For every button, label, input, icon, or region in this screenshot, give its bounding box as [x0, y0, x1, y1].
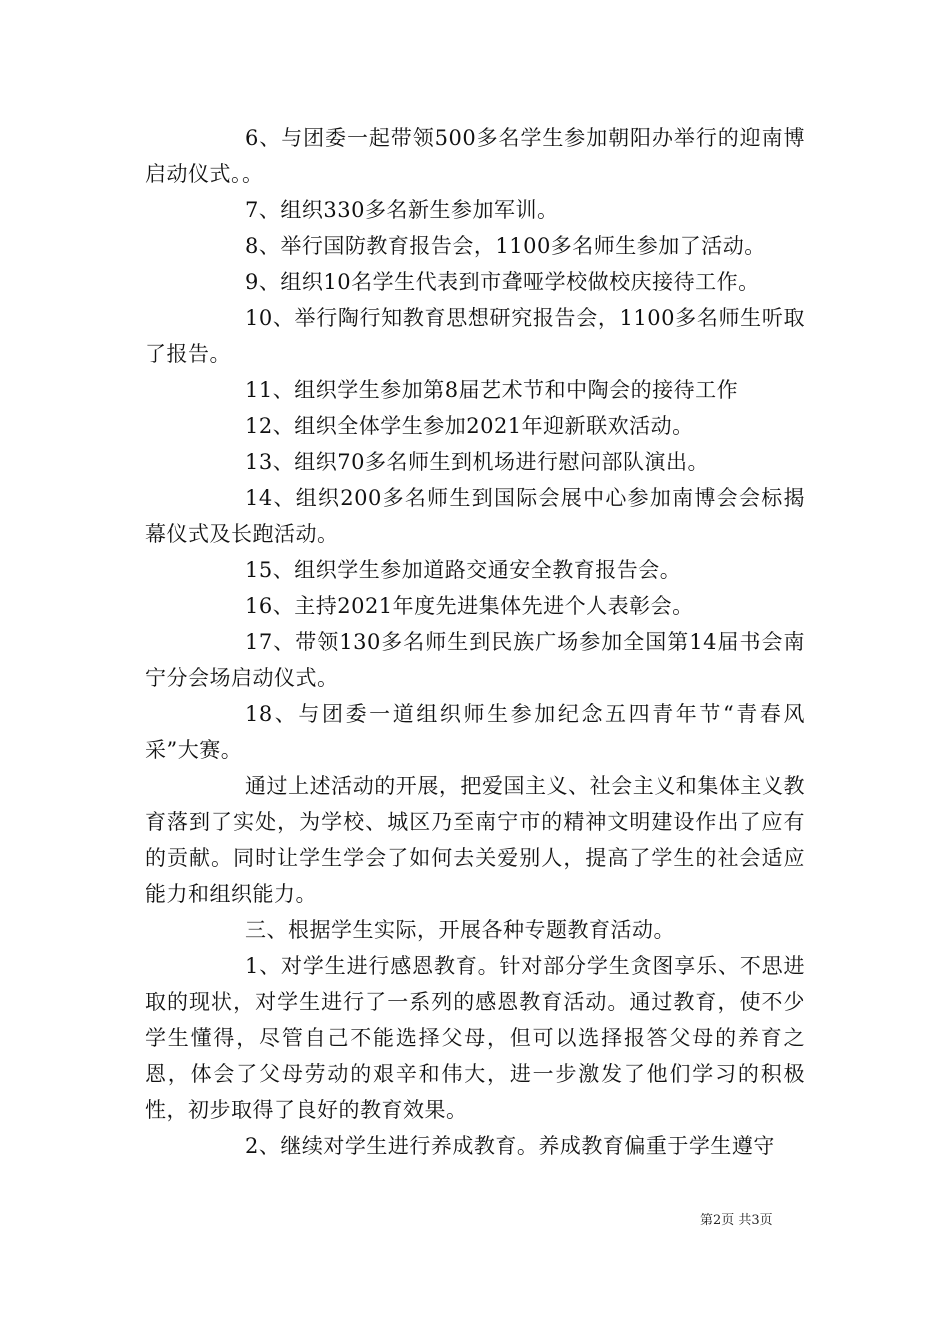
paragraph-item-9: 9、组织10名学生代表到市聋哑学校做校庆接待工作。 [245, 270, 760, 294]
paragraph-item-17: 17、带领130多名师生到民族广场参加全国第14届书会南宁分会场启动仪式。 [145, 630, 805, 690]
paragraph-item-16: 16、主持2021年度先进集体先进个人表彰会。 [245, 594, 694, 618]
paragraph-item-14: 14、组织200多名师生到国际会展中心参加南博会会标揭幕仪式及长跑活动。 [145, 486, 805, 546]
paragraph-item-10: 10、举行陶行知教育思想研究报告会，1100多名师生听取了报告。 [145, 306, 805, 366]
paragraph-item-15: 15、组织学生参加道路交通安全教育报告会。 [245, 558, 682, 582]
paragraph-item-8: 8、举行国防教育报告会，1100多名师生参加了活动。 [245, 234, 766, 258]
paragraph-item-18: 18、与团委一道组织师生参加纪念五四青年节“青春风采”大赛。 [145, 702, 805, 762]
paragraph-item-6: 6、与团委一起带领500多名学生参加朝阳办举行的迎南博启动仪式。。 [145, 126, 805, 186]
paragraph-item-7: 7、组织330多名新生参加军训。 [245, 198, 559, 222]
paragraph-item-12: 12、组织全体学生参加2021年迎新联欢活动。 [245, 414, 694, 438]
gratitude-education-paragraph: 1、对学生进行感恩教育。针对部分学生贪图享乐、不思进取的现状，对学生进行了一系列的感恩教育活动。通过教育，使不少学生懂得，尽管自己不能选择父母，但可以选择报答父母的养育之恩，体会了父母劳动的艰辛和伟大，进一步激发了他们学习的积极性，初步取得了良好的教育效果。 [145, 954, 805, 1122]
paragraph-item-11: 11、组织学生参加第8届艺术节和中陶会的接待工作 [245, 378, 739, 402]
summary-paragraph: 通过上述活动的开展，把爱国主义、社会主义和集体主义教育落到了实处，为学校、城区乃至南宁市的精神文明建设作出了应有的贡献。同时让学生学会了如何去关爱别人，提高了学生的社会适应能力和组织能力。 [145, 774, 805, 906]
section-heading-3: 三、根据学生实际，开展各种专题教育活动。 [245, 918, 675, 942]
habit-education-paragraph: 2、继续对学生进行养成教育。养成教育偏重于学生遵守 [245, 1134, 775, 1158]
page-number-footer: 第2页 共3页 [700, 1213, 773, 1228]
document-body [145, 120, 805, 1164]
paragraph-item-13: 13、组织70多名师生到机场进行慰问部队演出。 [245, 450, 709, 474]
